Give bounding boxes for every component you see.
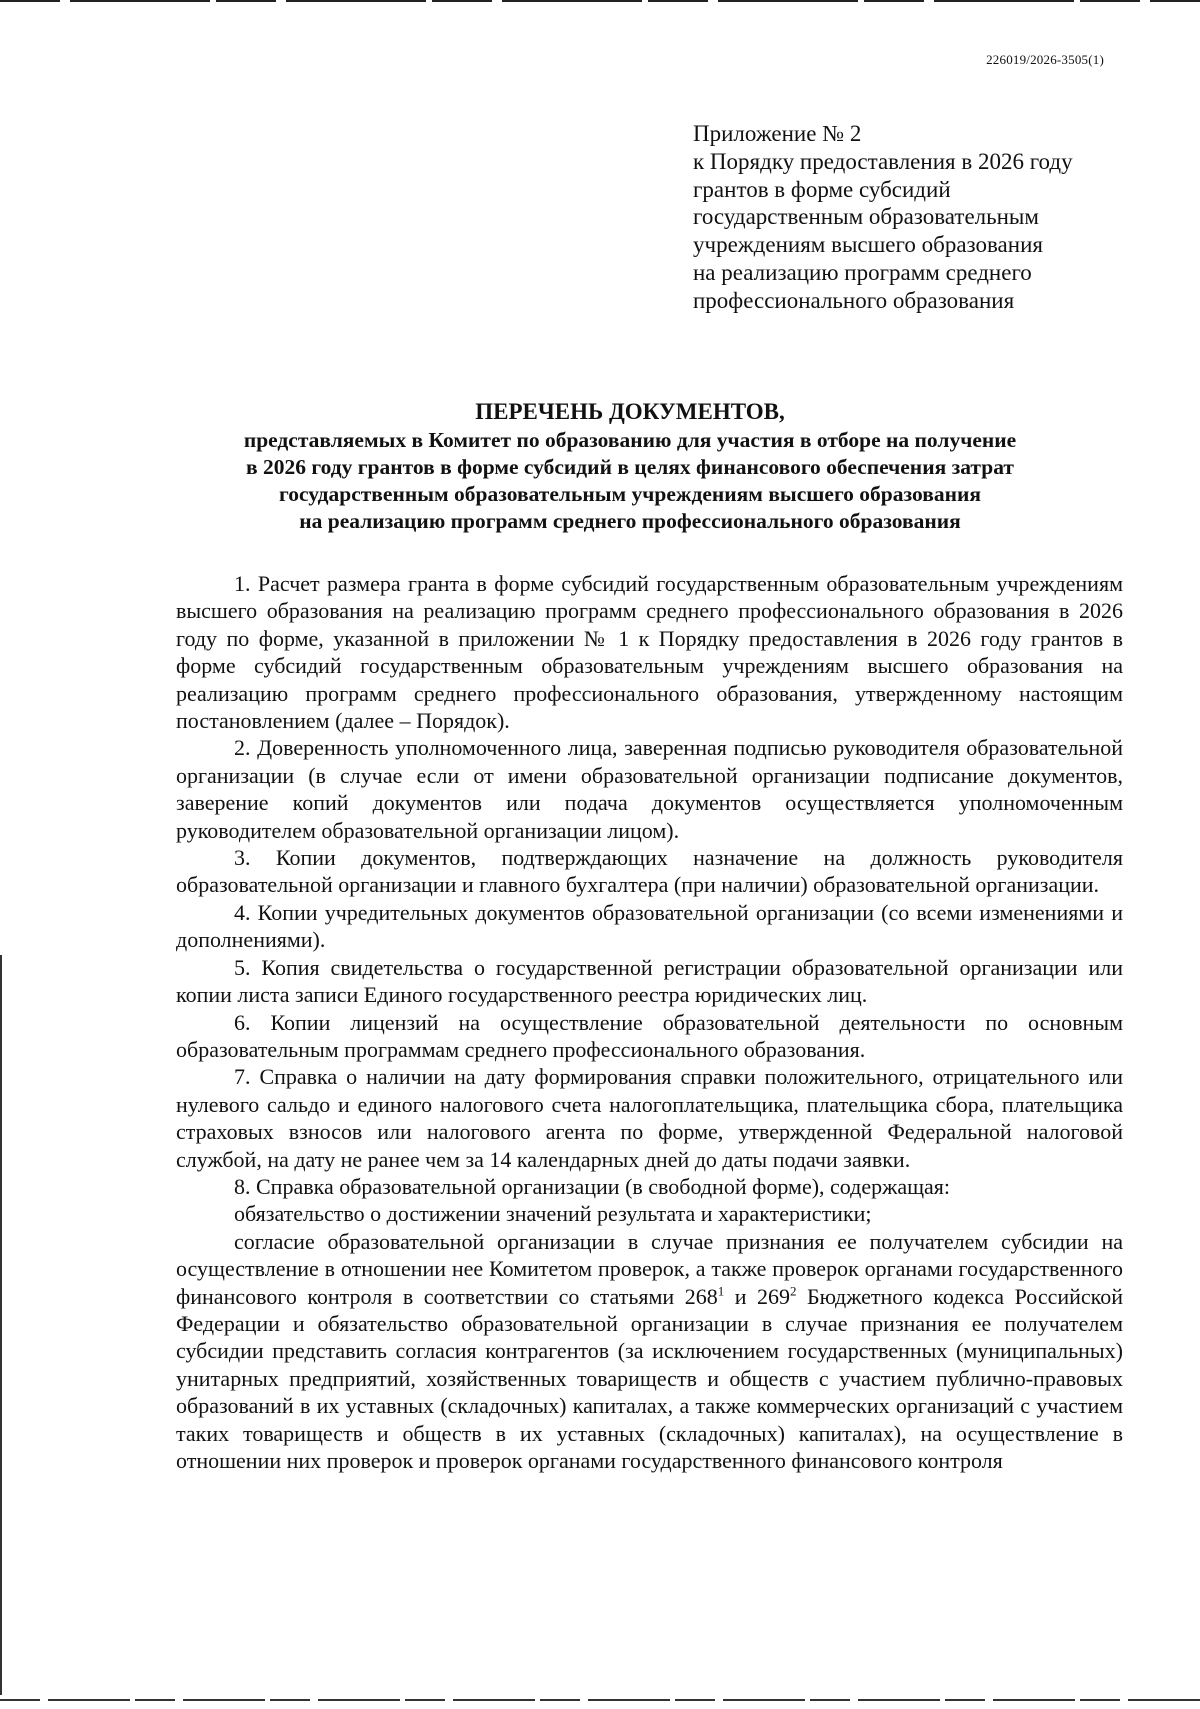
superscript: 2	[790, 1283, 797, 1299]
superscript: 1	[717, 1283, 725, 1299]
appendix-line: к Порядку предоставления в 2026 году	[693, 148, 1073, 174]
paragraph: 3. Копии документов, подтверждающих назначение на должность руководителя образовательной организации и главного бухгалтера (при наличии) образовательной организации.	[176, 845, 1123, 898]
appendix-block	[693, 120, 1113, 315]
paragraph: обязательство о достижении значений результата и характеристики;	[234, 1201, 872, 1227]
scan-edge-bottom	[0, 1699, 1200, 1701]
paragraph: 7. Справка о наличии на дату формирования справки положительного, отрицательного или нулевого сальдо и единого налогового счета налогоплательщика, плательщика сбора, плательщика страховых взносов или налогового агента по форме, утвержденной Федеральной налоговой службой, на дату не ранее чем за 14 календарных дней до даты подачи заявки.	[176, 1064, 1123, 1172]
paragraph: 8. Справка образовательной организации (в свободной форме), содержащая:	[234, 1173, 951, 1199]
title-main: ПЕРЕЧЕНЬ ДОКУМЕНТОВ,	[475, 399, 785, 424]
paragraph: 1. Расчет размера гранта в форме субсидий государственным образовательным учреждениям высшего образования на реализацию программ среднего профессионального образования в 2026 году по форме, указанной в приложении № 1 к Порядку предоставления в 2026 году грантов в форме субсидий государственным образовательным учреждениям высшего образования на реализацию программ среднего профессионального образования, утвержденному настоящим постановлением (далее – Порядок).	[176, 571, 1123, 734]
scan-edge-top	[0, 0, 1200, 2]
paragraph-text: согласие образовательной организации в случае признания ее получателем субсидии на осуществление в отношении нее Комитетом проверок, а также проверок органами государственного финансового контроля в соответствии со статьями 268	[176, 1228, 1123, 1309]
document-number: 226019/2026-3505(1)	[986, 52, 1104, 67]
paragraph-consent	[176, 1228, 1123, 1475]
scan-edge-left	[0, 955, 2, 1695]
title-subline: представляемых в Комитет по образованию для участия в отборе на получение	[243, 428, 1017, 452]
title-subline: государственным образовательным учреждениям высшего образования	[278, 482, 982, 506]
title-subline: на реализацию программ среднего профессионального образования	[299, 509, 961, 533]
appendix-line: учреждениям высшего образования	[693, 232, 1043, 258]
paragraph: 5. Копия свидетельства о государственной регистрации образовательной организации или копии листа записи Единого государственного реестра юридических лиц.	[176, 954, 1123, 1008]
paragraph: 2. Доверенность уполномоченного лица, заверенная подписью руководителя образовательной организации (в случае если от имени образовательной организации подписание документов, заверение копий документов или подача документов осуществляется уполномоченным руководителем образовательной организации лицом).	[176, 735, 1123, 843]
paragraph: 6. Копии лицензий на осуществление образовательной деятельности по основным образовательным программам среднего профессионального образования.	[176, 1009, 1123, 1062]
appendix-line: профессионального образования	[693, 287, 1015, 313]
document-body	[176, 570, 1123, 1474]
appendix-line: Приложение № 2	[693, 121, 862, 146]
appendix-line: грантов в форме субсидий	[693, 176, 951, 202]
document-title	[160, 398, 1100, 535]
appendix-line: на реализацию программ среднего	[693, 259, 1032, 285]
title-subline: в 2026 году грантов в форме субсидий в целях финансового обеспечения затрат	[246, 455, 1014, 479]
paragraph: 4. Копии учредительных документов образовательной организации (со всеми изменениями и дополнениями).	[176, 899, 1123, 953]
paragraph-text: и 269	[724, 1283, 791, 1309]
paragraph-text: Бюджетного кодекса Российской Федерации и обязательство образовательной организации в случае признания ее получателем субсидии представить согласия контрагентов (за исключением государственных (муниципальных) унитарных предприятий, хозяйственных товариществ и обществ с участием публично-правовых образований в их уставных (складочных) капиталах, а также коммерческих организаций с участием таких товариществ и обществ в их уставных (складочных) капиталах), на осуществление в отношении них проверок и проверок органами государственного финансового контроля	[176, 1283, 1124, 1473]
appendix-line: государственным образовательным	[693, 204, 1039, 230]
